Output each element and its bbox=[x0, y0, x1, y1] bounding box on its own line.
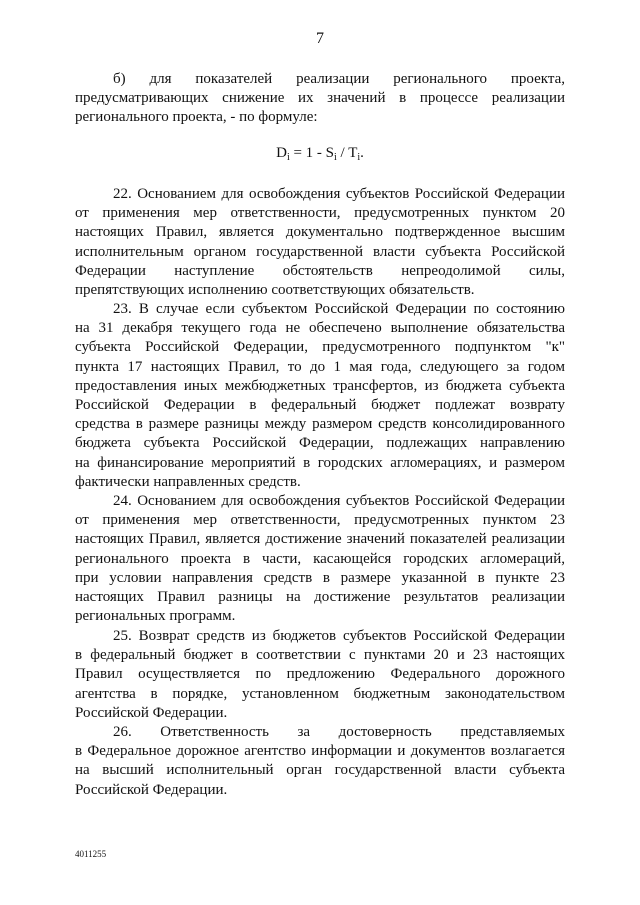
text-line: агентства в порядке, установленном бюджетным законодательством bbox=[75, 685, 565, 702]
paragraph-23 bbox=[75, 300, 565, 492]
text-line: Российской Федерации в федеральный бюджет подлежат возврату bbox=[75, 397, 565, 414]
text-line: региональных программ. bbox=[75, 608, 236, 625]
document-code: 4011255 bbox=[75, 849, 107, 859]
text-line: настоящих Правил разницы на достижение результатов реализации bbox=[75, 589, 565, 606]
text-line: на финансирование мероприятий в городских агломерациях, и размером bbox=[75, 454, 565, 471]
text-line: на высший исполнительный орган государственной власти субъекта bbox=[75, 762, 565, 779]
text-line: 23. В случае если субъектом Российской Федерации по состоянию bbox=[113, 301, 565, 317]
page-number: 7 bbox=[316, 30, 324, 47]
text-line: предоставления иных межбюджетных трансфертов, из бюджета субъекта bbox=[75, 377, 565, 394]
text-line: 24. Основанием для освобождения субъектов Российской Федерации bbox=[113, 493, 565, 509]
formula-slash: / T bbox=[336, 145, 358, 161]
text-line: настоящих Правил, является достижение значений показателей реализации bbox=[75, 531, 565, 548]
text-line: в федеральный бюджет в соответствии с пунктами 20 и 23 настоящих bbox=[75, 647, 565, 664]
text-line: 25. Возврат средств из бюджетов субъектов Российской Федерации bbox=[113, 628, 565, 644]
formula-lhs: D bbox=[276, 145, 287, 161]
text-line: регионального проекта, - по формуле: bbox=[75, 109, 318, 126]
paragraph-22 bbox=[75, 185, 565, 300]
text-line: 22. Основанием для освобождения субъектов Российской Федерации bbox=[113, 186, 565, 202]
text-line: препятствующих исполнению соответствующих обязательств. bbox=[75, 282, 475, 299]
text-line: бюджета субъекта Российской Федерации, подлежащих направлению bbox=[75, 435, 565, 452]
text-line: Федерации наступление обстоятельств непреодолимой силы, bbox=[75, 262, 565, 279]
formula-sub: i bbox=[286, 152, 290, 163]
text-line: регионального проекта в части, касающейся городских агломераций, bbox=[75, 550, 565, 567]
text-line: от применения мер ответственности, предусмотренных пунктом 20 bbox=[75, 205, 565, 222]
text-line: пункта 17 настоящих Правил, то до 1 мая года, следующего за годом bbox=[75, 358, 565, 375]
text-line: при условии направления средств в размере указанной в пункте 23 bbox=[75, 569, 565, 586]
formula-sub: i bbox=[357, 152, 361, 163]
text-line: фактически направленных средств. bbox=[75, 473, 301, 490]
text-line: на 31 декабря текущего года не обеспечено выполнение обязательства bbox=[75, 320, 565, 337]
text-line: средства в размере разницы между размером средств консолидированного bbox=[75, 416, 565, 433]
formula-sub: i bbox=[334, 152, 337, 163]
text-line: 26. Ответственность за достоверность представляемых bbox=[113, 724, 565, 740]
text-line: субъекта Российской Федерации, предусмотренного подпунктом "к" bbox=[75, 339, 565, 356]
formula bbox=[0, 145, 640, 163]
text-line: б) для показателей реализации регионального проекта, bbox=[113, 71, 565, 87]
text-line: в Федеральное дорожное агентство информации и документов возлагается bbox=[75, 743, 565, 760]
text-line: Правил осуществляется по предложению Федерального дорожного bbox=[75, 666, 565, 683]
formula-mid: = 1 - S bbox=[289, 145, 335, 161]
text-line: от применения мер ответственности, предусмотренных пунктом 23 bbox=[75, 512, 565, 529]
text-line: Российской Федерации. bbox=[75, 781, 228, 798]
formula-end: . bbox=[360, 145, 364, 161]
paragraph-24 bbox=[75, 492, 565, 626]
text-line: Российской Федерации. bbox=[75, 704, 228, 721]
paragraph-25 bbox=[75, 627, 565, 723]
text-line: настоящих Правил, является документально подтвержденное высшим bbox=[75, 224, 565, 241]
text-line: предусматривающих снижение их значений в процессе реализации bbox=[75, 90, 565, 107]
intro-paragraph bbox=[75, 70, 565, 128]
paragraph-26 bbox=[75, 723, 565, 800]
text-line: исполнительным органом государственной власти субъекта Российской bbox=[75, 243, 565, 260]
